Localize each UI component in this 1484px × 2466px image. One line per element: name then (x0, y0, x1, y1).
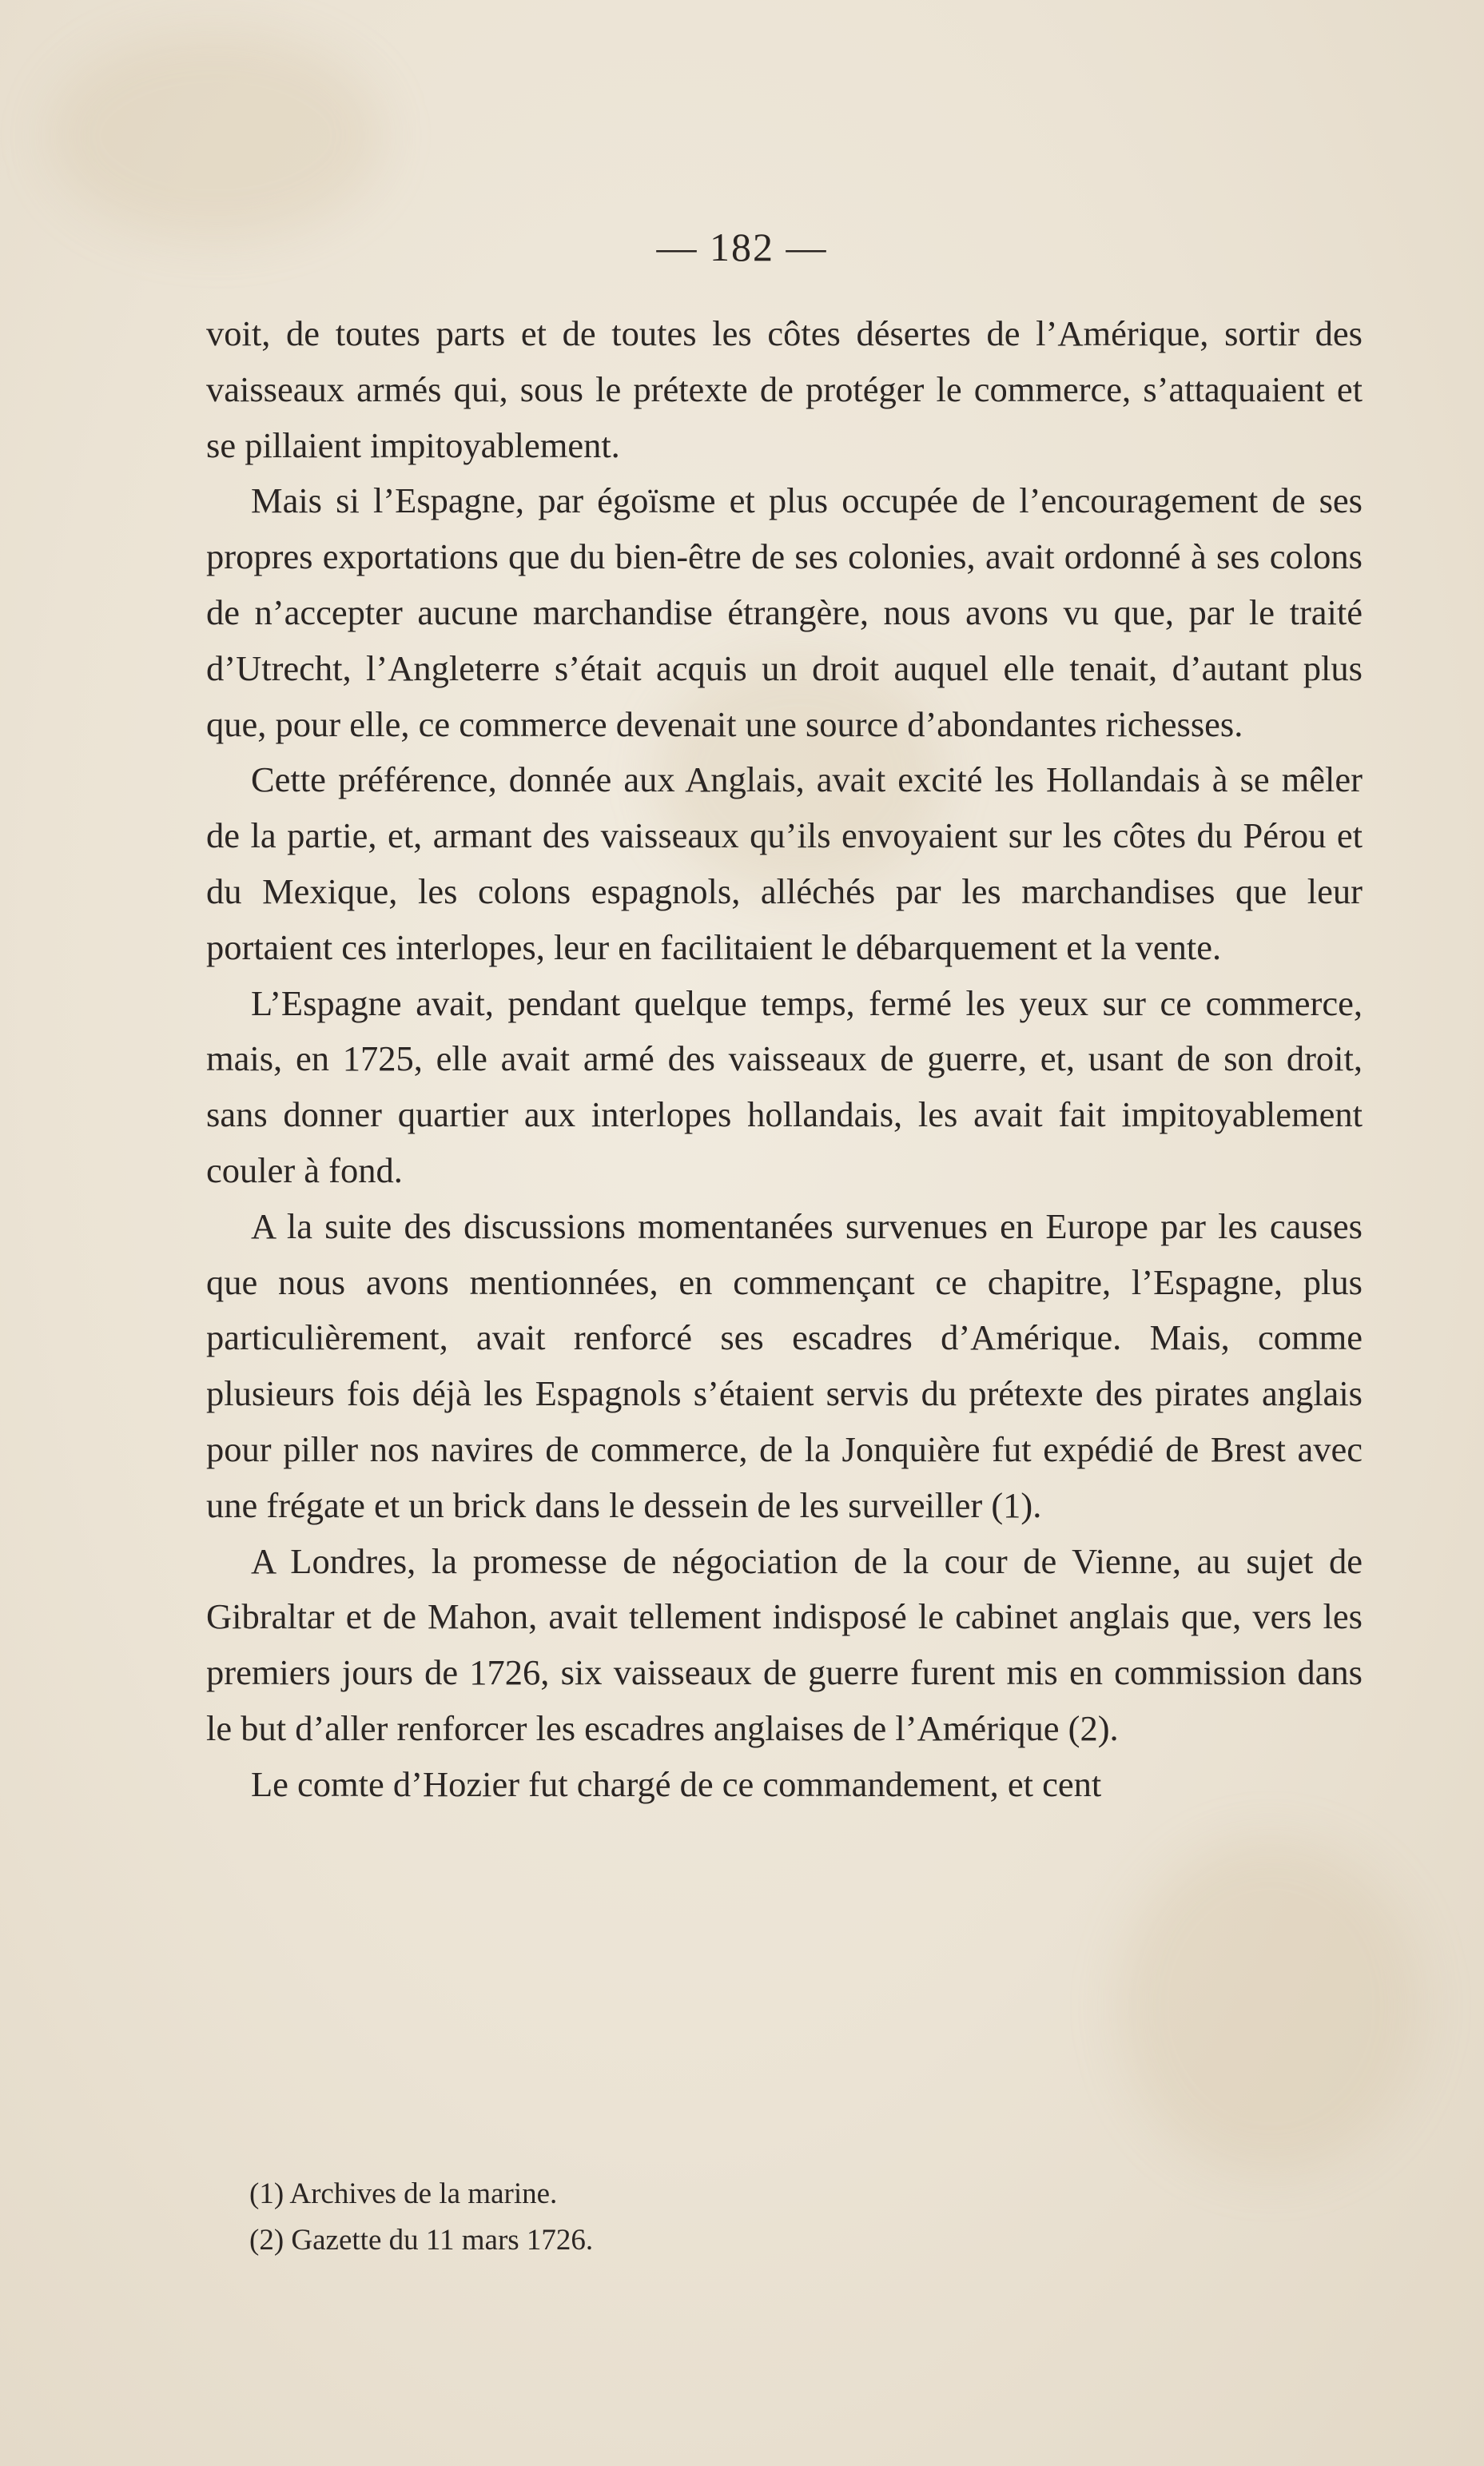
page-number: — 182 — (656, 225, 828, 269)
paragraph: Cette préférence, donnée aux Anglais, avait excité les Hollandais à se mêler de la partie, et, armant des vaisseaux qu’ils envoyaient sur les côtes du Pérou et du Mexique, les colons espagnols, alléchés par les marchandises que leur portaient ces interlopes, leur en facilitaient le débarquement et la vente. (206, 759, 1363, 967)
page-body (206, 306, 1363, 1813)
footnote: (1) Archives de la marine. (249, 2177, 558, 2210)
footnote: (2) Gazette du 11 mars 1726. (249, 2224, 594, 2257)
paragraph: A la suite des discussions momentanées survenues en Europe par les causes que nous avons mentionnées, en commençant ce chapitre, l’Espagne, plus particulièrement, avait renforcé ses escadres d’Amérique. Mais, comme plusieurs fois déjà les Espagnols s’étaient servis du prétexte des pirates anglais pour piller nos navires de commerce, de la Jonquière fut expédié de Brest avec une frégate et un brick dans le dessein de les surveiller (1). (206, 1205, 1363, 1525)
paper-stain (48, 32, 384, 240)
footnotes (249, 2171, 1288, 2264)
paragraph: Le comte d’Hozier fut chargé de ce commandement, et cent (251, 1763, 1102, 1804)
paragraph: Mais si l’Espagne, par égoïsme et plus occupée de l’encouragement de ses propres exportations que du bien-être de ses colonies, avait ordonné à ses colons de n’accepter aucune marchandise étrangère, nous avons vu que, par le traité d’Utrecht, l’Angleterre s’était acquis un droit auquel elle tenait, d’autant plus que, pour elle, ce commerce devenait une source d’abondantes richesses. (206, 480, 1363, 744)
paper-stain (1119, 1839, 1422, 2174)
paragraph: L’Espagne avait, pendant quelque temps, fermé les yeux sur ce commerce, mais, en 1725, elle avait armé des vaisseaux de guerre, et, usant de son droit, sans donner quartier aux interlopes hollandais, les avait fait impitoyablement couler à fond. (206, 982, 1363, 1190)
paragraph: A Londres, la promesse de négociation de la cour de Vienne, au sujet de Gibraltar et de Mahon, avait tellement indisposé le cabinet anglais que, vers les premiers jours de 1726, six vaisseaux de guerre furent mis en commission dans le but d’aller renforcer les escadres anglaises de l’Amérique (2). (206, 1540, 1363, 1748)
paragraph: voit, de toutes parts et de toutes les côtes désertes de l’Amérique, sortir des vaisseaux armés qui, sous le prétexte de protéger le commerce, s’attaquaient et se pillaient impitoyablement. (206, 313, 1363, 465)
